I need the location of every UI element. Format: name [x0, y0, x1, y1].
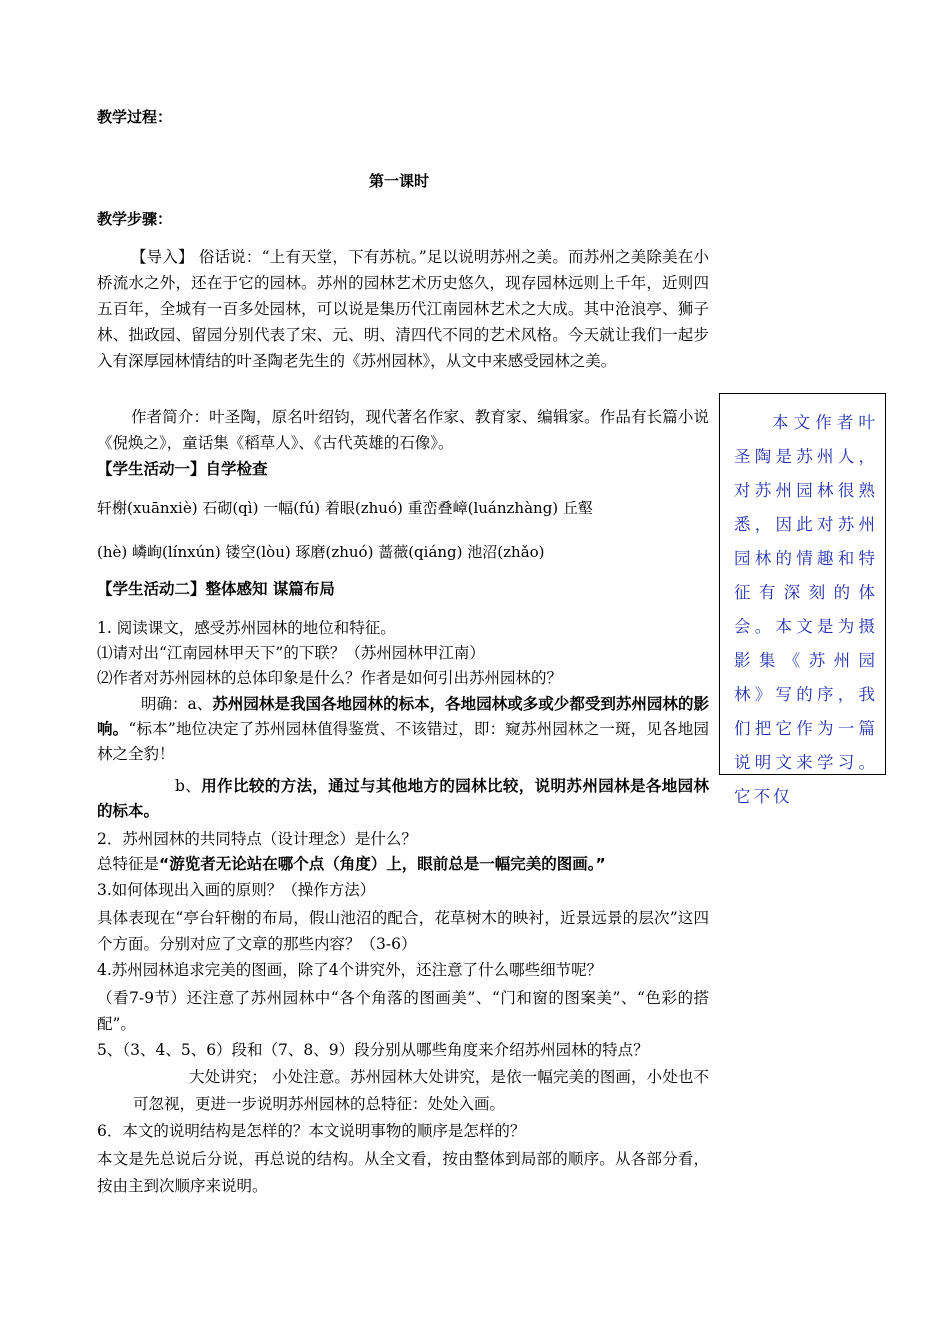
answer-b-bold: 用作比较的方法，通过与其他地方的园林比较，说明苏州园林是各地园林的标本。 [97, 777, 709, 820]
question-2-answer [97, 853, 606, 875]
intro-paragraph [97, 244, 709, 374]
answer-a-rest: “标本”地位决定了苏州园林值得鉴赏、不该错过，即：窥苏州园林之一斑，见各地园林之全豹！ [97, 720, 709, 763]
question-2-answer-bold: “游览者无论站在哪个点（角度）上，眼前总是一幅完美的图画。” [159, 855, 606, 873]
activity-one-heading: 【学生活动一】自学检查 [97, 460, 268, 478]
answer-a-bold: 苏州园林是我国各地园林的标本，各地园林或多或少都受到苏州园林的影响。 [97, 695, 709, 738]
author-note-box [719, 393, 886, 806]
question-5-answer: 大处讲究； 小处注意。苏州园林大处讲究，是依一幅完美的图画，小处也不可忽视，更进一步说明苏州园林的总特征：处处入画。 [133, 1068, 709, 1113]
question-6: 6．本文的说明结构是怎样的？本文说明事物的顺序是怎样的？ [97, 1122, 526, 1140]
question-5: 5、（3、4、5、6）段和（7、8、9）段分别从哪些角度来介绍苏州园林的特点？ [97, 1041, 649, 1059]
vocab-line-1: 轩榭(xuānxiè) 石砌(qì) 一幅(fú) 着眼(zhuó) 重峦叠嶂(luánzhàng) 丘壑 [97, 499, 593, 517]
question-2-answer-prefix: 总特征是 [97, 855, 160, 873]
question-1: 1. 阅读课文，感受苏州园林的地位和特征。 [97, 619, 396, 637]
question-3: 3.如何体现出入画的原则？（操作方法） [97, 881, 376, 899]
heading-teaching-process: 教学过程： [97, 108, 173, 126]
question-1a: ⑴请对出“江南园林甲天下”的下联？（苏州园林甲江南） [97, 644, 485, 662]
answer-a-prefix: 明确：a、 [141, 695, 213, 713]
question-6-answer: 本文是先总说后分说，再总说的结构。从全文看，按由整体到局部的顺序。从各部分看，按由主到次顺序来说明。 [97, 1150, 709, 1195]
answer-a-paragraph [97, 692, 709, 767]
vocab-line-2: (hè) 嶙峋(línxún) 镂空(lòu) 琢磨(zhuó) 蔷薇(qiáng) 池沼(zhǎo) [97, 543, 545, 561]
question-1b: ⑵作者对苏州园林的总体印象是什么？作者是如何引出苏州园林的？ [97, 669, 563, 687]
author-note-text: 本文作者叶圣陶是苏州人，对苏州园林很熟悉，因此对苏州园林的情趣和特征有深刻的体会。本文是为摄影集《苏州园林》写的序，我们把它作为一篇说明文来学习。它不仅 [734, 413, 878, 806]
activity-two-heading: 【学生活动二】整体感知 谋篇布局 [97, 580, 335, 598]
question-4: 4.苏州园林追求完美的图画，除了4个讲究外，还注意了什么哪些细节呢？ [97, 961, 603, 979]
answer-b-paragraph [97, 774, 709, 824]
question-2: 2．苏州园林的共同特点（设计理念）是什么？ [97, 830, 417, 848]
intro-label: 【导入】 [131, 248, 194, 266]
lesson-title: 第一课时 [369, 172, 430, 190]
question-3-answer: 具体表现在“亭台轩榭的布局，假山池沼的配合，花草树木的映衬，近景远景的层次”这四个方面。分别对应了文章的那些内容？（3-6） [97, 909, 709, 953]
intro-text: 俗话说：“上有天堂，下有苏杭。”足以说明苏州之美。而苏州之美除美在小桥流水之外，还在于它的园林。苏州的园林艺术历史悠久，现存园林远则上千年，近则四五百年，全城有一百多处园林，可以说是集历代江南园林艺术之大成。其中沧浪亭、狮子林、拙政园、留园分别代表了宋、元、明、清四代不同的艺术风格。今天就让我们一起步入有深厚园林情结的叶圣陶老先生的《苏州园林》，从文中来感受园林之美。 [97, 248, 709, 370]
question-4-answer: （看7-9节）还注意了苏州园林中“各个角落的图画美”、“门和窗的图案美”、“色彩的搭配”。 [97, 989, 709, 1033]
heading-teaching-steps: 教学步骤： [97, 210, 173, 228]
answer-b-prefix: b、 [175, 777, 202, 795]
author-intro-paragraph: 作者简介：叶圣陶，原名叶绍钧，现代著名作家、教育家、编辑家。作品有长篇小说《倪焕之》，童话集《稻草人》、《古代英雄的石像》。 [97, 408, 709, 452]
